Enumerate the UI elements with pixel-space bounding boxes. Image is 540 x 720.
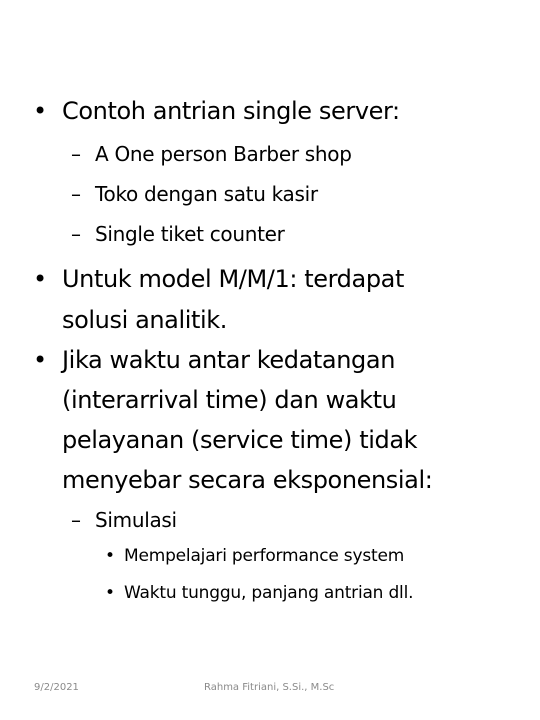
bullet-text-line: Untuk model M/M/1: terdapat — [62, 265, 404, 293]
bullet-dot: • — [33, 97, 47, 125]
bullet-text-line: menyebar secara eksponensial: — [62, 466, 433, 494]
dash-marker: – — [71, 142, 81, 166]
sub-bullet-dot: • — [105, 583, 115, 603]
bullet-text-line: Jika waktu antar kedatangan — [62, 346, 396, 374]
bullet-text-line: (interarrival time) dan waktu — [62, 386, 397, 414]
sub-item: A One person Barber shop — [95, 142, 352, 166]
sub-item: Single tiket counter — [95, 222, 285, 246]
footer-date: 9/2/2021 — [34, 682, 79, 693]
dash-marker: – — [71, 508, 81, 532]
footer-author: Rahma Fitriani, S.Si., M.Sc — [204, 682, 335, 693]
sub-sub-item: Mempelajari performance system — [124, 546, 405, 566]
sub-sub-item: Waktu tunggu, panjang antrian dll. — [124, 583, 414, 603]
bullet-dot: • — [33, 346, 47, 374]
sub-bullet-dot: • — [105, 546, 115, 566]
bullet-text-line: solusi analitik. — [62, 306, 228, 334]
dash-marker: – — [71, 182, 81, 206]
bullet-text-line: pelayanan (service time) tidak — [62, 426, 418, 454]
sub-item: Simulasi — [95, 508, 177, 532]
dash-marker: – — [71, 222, 81, 246]
bullet-dot: • — [33, 265, 47, 293]
bullet-text: Contoh antrian single server: — [62, 97, 400, 125]
sub-item: Toko dengan satu kasir — [95, 182, 318, 206]
